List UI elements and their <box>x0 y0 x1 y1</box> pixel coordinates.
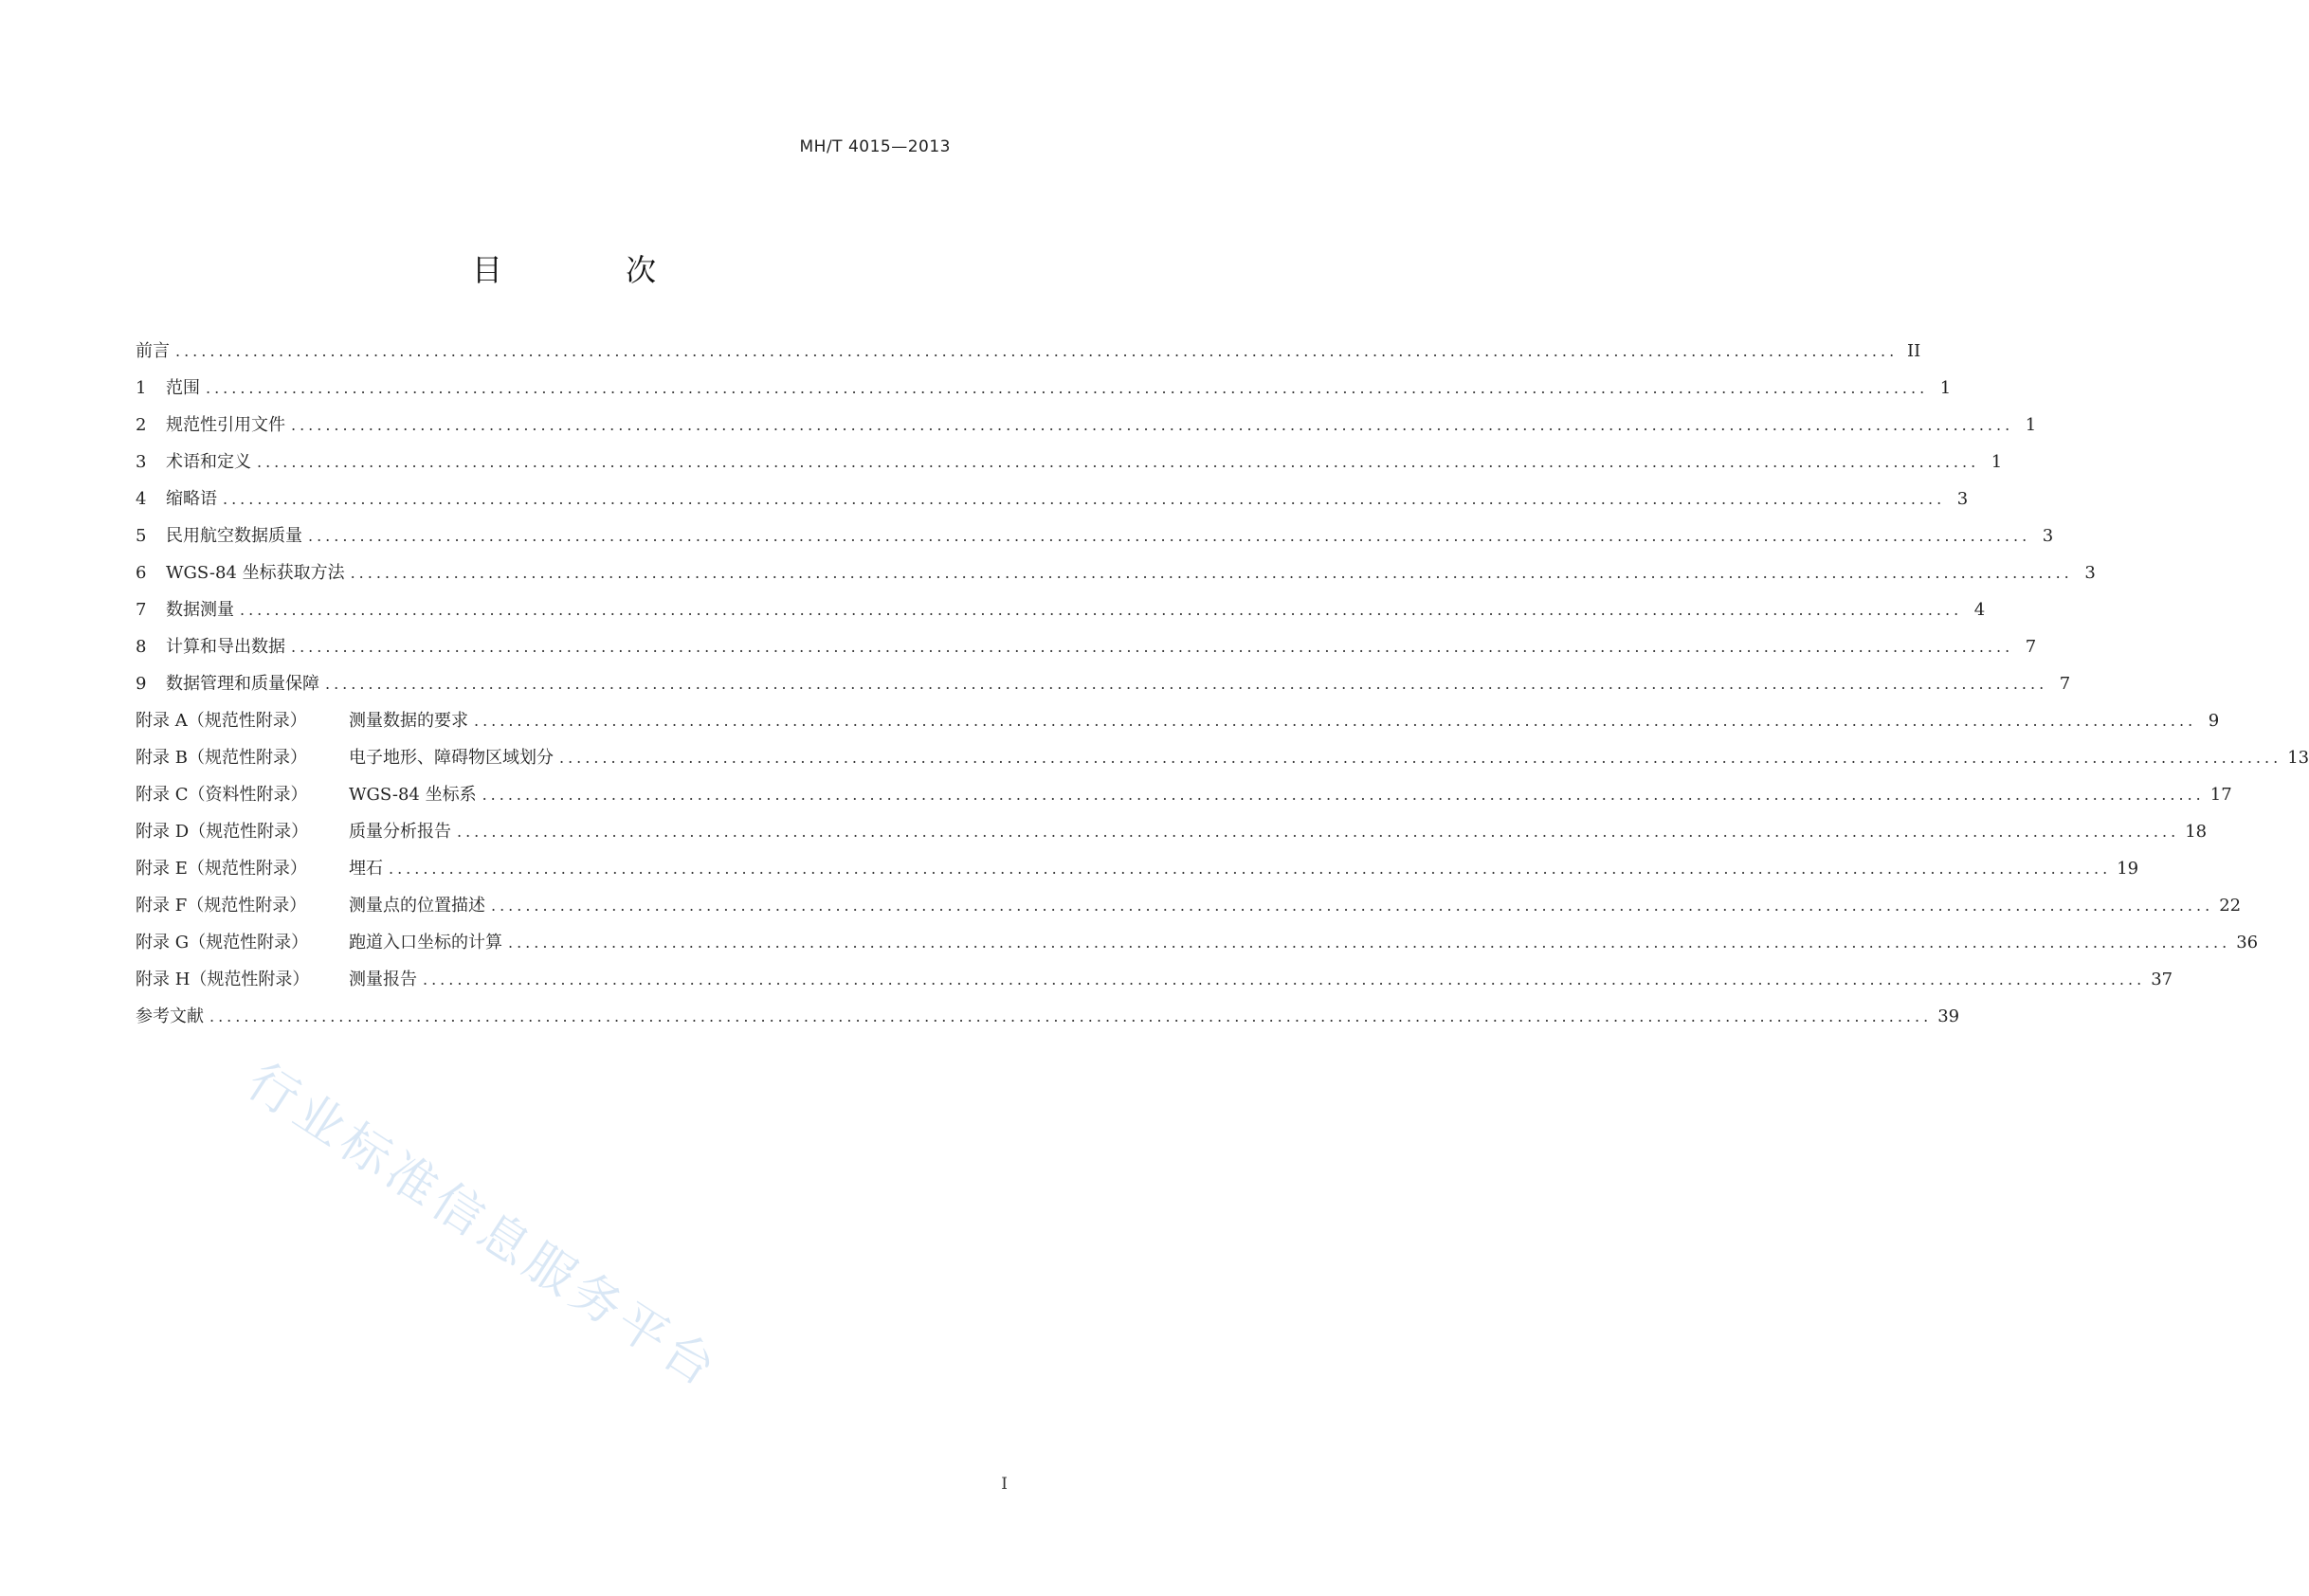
toc-entry[interactable] <box>136 522 2054 559</box>
toc-entry-page: II <box>1906 341 1921 361</box>
toc-entry-label: 电子地形、障碍物区域划分 <box>349 748 554 768</box>
toc-entry-annex: 附录 A（规范性附录） <box>136 711 307 731</box>
toc-leader-dots: ........................................................................................................................................................................................................ <box>389 860 2112 878</box>
toc-entry[interactable] <box>136 633 2037 670</box>
toc-entry-number: 1 <box>136 378 147 398</box>
toc-leader-dots: ........................................................................................................................................................................................................ <box>308 527 2031 545</box>
toc-entry-page: 9 <box>2208 711 2220 731</box>
toc-entry[interactable] <box>136 818 2208 855</box>
toc-entry-page: 39 <box>1937 1007 1960 1026</box>
toc-leader-dots: ........................................................................................................................................................................................................ <box>559 749 2282 767</box>
toc-entry-label: 跑道入口坐标的计算 <box>349 933 502 952</box>
toc-entry[interactable] <box>136 485 1969 522</box>
page-number: I <box>1001 1475 1008 1494</box>
toc-entry-number: 3 <box>136 452 147 472</box>
toc-leader-dots: ........................................................................................................................................................................................................ <box>457 823 2180 841</box>
toc-entry-annex: 附录 G（规范性附录） <box>136 933 309 952</box>
toc-leader-dots: ........................................................................................................................................................................................................ <box>482 786 2205 804</box>
toc-entry-label: 参考文献 <box>136 1007 204 1026</box>
toc-entry[interactable] <box>136 855 2139 892</box>
toc-entry[interactable] <box>136 559 2096 596</box>
toc-entry-page: 1 <box>2025 415 2037 435</box>
toc-leader-dots: ........................................................................................................................................................................................................ <box>474 712 2197 730</box>
toc-entry-annex: 附录 E（规范性附录） <box>136 859 307 879</box>
toc-entry-annex: 附录 D（规范性附录） <box>136 822 309 842</box>
toc-entry[interactable] <box>136 411 2037 448</box>
toc-entry[interactable] <box>136 448 2003 485</box>
table-of-contents <box>136 337 2309 1040</box>
toc-entry-label: 范围 <box>166 378 200 398</box>
toc-entry-label: 术语和定义 <box>166 452 251 472</box>
toc-entry-label: 规范性引用文件 <box>166 415 285 435</box>
toc-entry[interactable] <box>136 670 2071 707</box>
toc-entry-label: 测量数据的要求 <box>349 711 468 731</box>
toc-entry[interactable] <box>136 892 2242 929</box>
toc-entry-number: 7 <box>136 600 147 620</box>
toc-entry-label: 数据管理和质量保障 <box>166 674 319 694</box>
watermark: 行业标准信息服务平台 <box>237 1052 730 1401</box>
toc-leader-dots: ........................................................................................................................................................................................................ <box>350 564 2073 582</box>
toc-leader-dots: ........................................................................................................................................................................................................ <box>240 601 1963 619</box>
page-title: 目 次 <box>471 252 714 288</box>
toc-entry-page: 18 <box>2185 822 2208 842</box>
toc-entry-page: 19 <box>2117 859 2139 879</box>
toc-entry-label: 计算和导出数据 <box>166 637 285 657</box>
toc-entry[interactable] <box>136 707 2220 744</box>
toc-entry-annex: 附录 C（资料性附录） <box>136 785 308 805</box>
toc-leader-dots: ........................................................................................................................................................................................................ <box>206 379 1929 397</box>
toc-entry-label: 测量点的位置描述 <box>349 896 485 916</box>
toc-leader-dots: ........................................................................................................................................................................................................ <box>508 934 2231 952</box>
document-code: MH/T 4015—2013 <box>799 137 951 156</box>
toc-entry-annex: 附录 F（规范性附录） <box>136 896 307 916</box>
toc-entry-annex: 附录 B（规范性附录） <box>136 748 307 768</box>
toc-leader-dots: ........................................................................................................................................................................................................ <box>257 453 1980 471</box>
toc-entry-page: 3 <box>2084 563 2096 583</box>
toc-leader-dots: ........................................................................................................................................................................................................ <box>175 342 1899 360</box>
toc-entry-label: 前言 <box>136 341 170 361</box>
toc-entry[interactable] <box>136 781 2232 818</box>
toc-entry-page: 1 <box>1991 452 2003 472</box>
toc-entry-label: 埋石 <box>349 859 383 879</box>
toc-entry[interactable] <box>136 966 2173 1003</box>
toc-entry-number: 5 <box>136 526 147 546</box>
toc-entry-page: 13 <box>2287 748 2309 768</box>
toc-entry-page: 37 <box>2151 970 2173 989</box>
toc-entry-label: 质量分析报告 <box>349 822 451 842</box>
toc-entry-page: 1 <box>1939 378 1952 398</box>
toc-entry-page: 3 <box>2042 526 2054 546</box>
toc-leader-dots: ........................................................................................................................................................................................................ <box>291 638 2014 656</box>
toc-leader-dots: ........................................................................................................................................................................................................ <box>491 897 2214 915</box>
toc-leader-dots: ........................................................................................................................................................................................................ <box>423 970 2146 988</box>
toc-entry-label: 测量报告 <box>349 970 417 989</box>
toc-entry-label: WGS-84 坐标获取方法 <box>166 563 345 583</box>
toc-entry-label: WGS-84 坐标系 <box>349 785 477 805</box>
toc-entry-page: 17 <box>2209 785 2232 805</box>
toc-entry[interactable] <box>136 744 2309 781</box>
toc-leader-dots: ........................................................................................................................................................................................................ <box>325 675 2048 693</box>
toc-entry-number: 4 <box>136 489 147 509</box>
toc-entry-number: 9 <box>136 674 147 694</box>
toc-entry[interactable] <box>136 596 1986 633</box>
toc-entry-number: 2 <box>136 415 147 435</box>
toc-leader-dots: ........................................................................................................................................................................................................ <box>223 490 1946 508</box>
toc-leader-dots: ........................................................................................................................................................................................................ <box>291 416 2014 434</box>
toc-entry-number: 6 <box>136 563 147 583</box>
toc-entry-label: 数据测量 <box>166 600 234 620</box>
toc-entry-page: 4 <box>1973 600 1986 620</box>
toc-entry[interactable] <box>136 337 1921 374</box>
toc-entry-page: 22 <box>2219 896 2242 916</box>
toc-entry-number: 8 <box>136 637 147 657</box>
toc-entry-page: 3 <box>1956 489 1969 509</box>
toc-entry[interactable] <box>136 929 2259 966</box>
toc-entry[interactable] <box>136 374 1952 411</box>
toc-entry-label: 缩略语 <box>166 489 217 509</box>
toc-entry-annex: 附录 H（规范性附录） <box>136 970 310 989</box>
toc-entry-page: 7 <box>2059 674 2071 694</box>
toc-leader-dots: ........................................................................................................................................................................................................ <box>209 1007 1933 1025</box>
toc-entry-page: 7 <box>2025 637 2037 657</box>
toc-entry[interactable] <box>136 1003 1960 1040</box>
toc-entry-page: 36 <box>2236 933 2259 952</box>
toc-entry-label: 民用航空数据质量 <box>166 526 302 546</box>
